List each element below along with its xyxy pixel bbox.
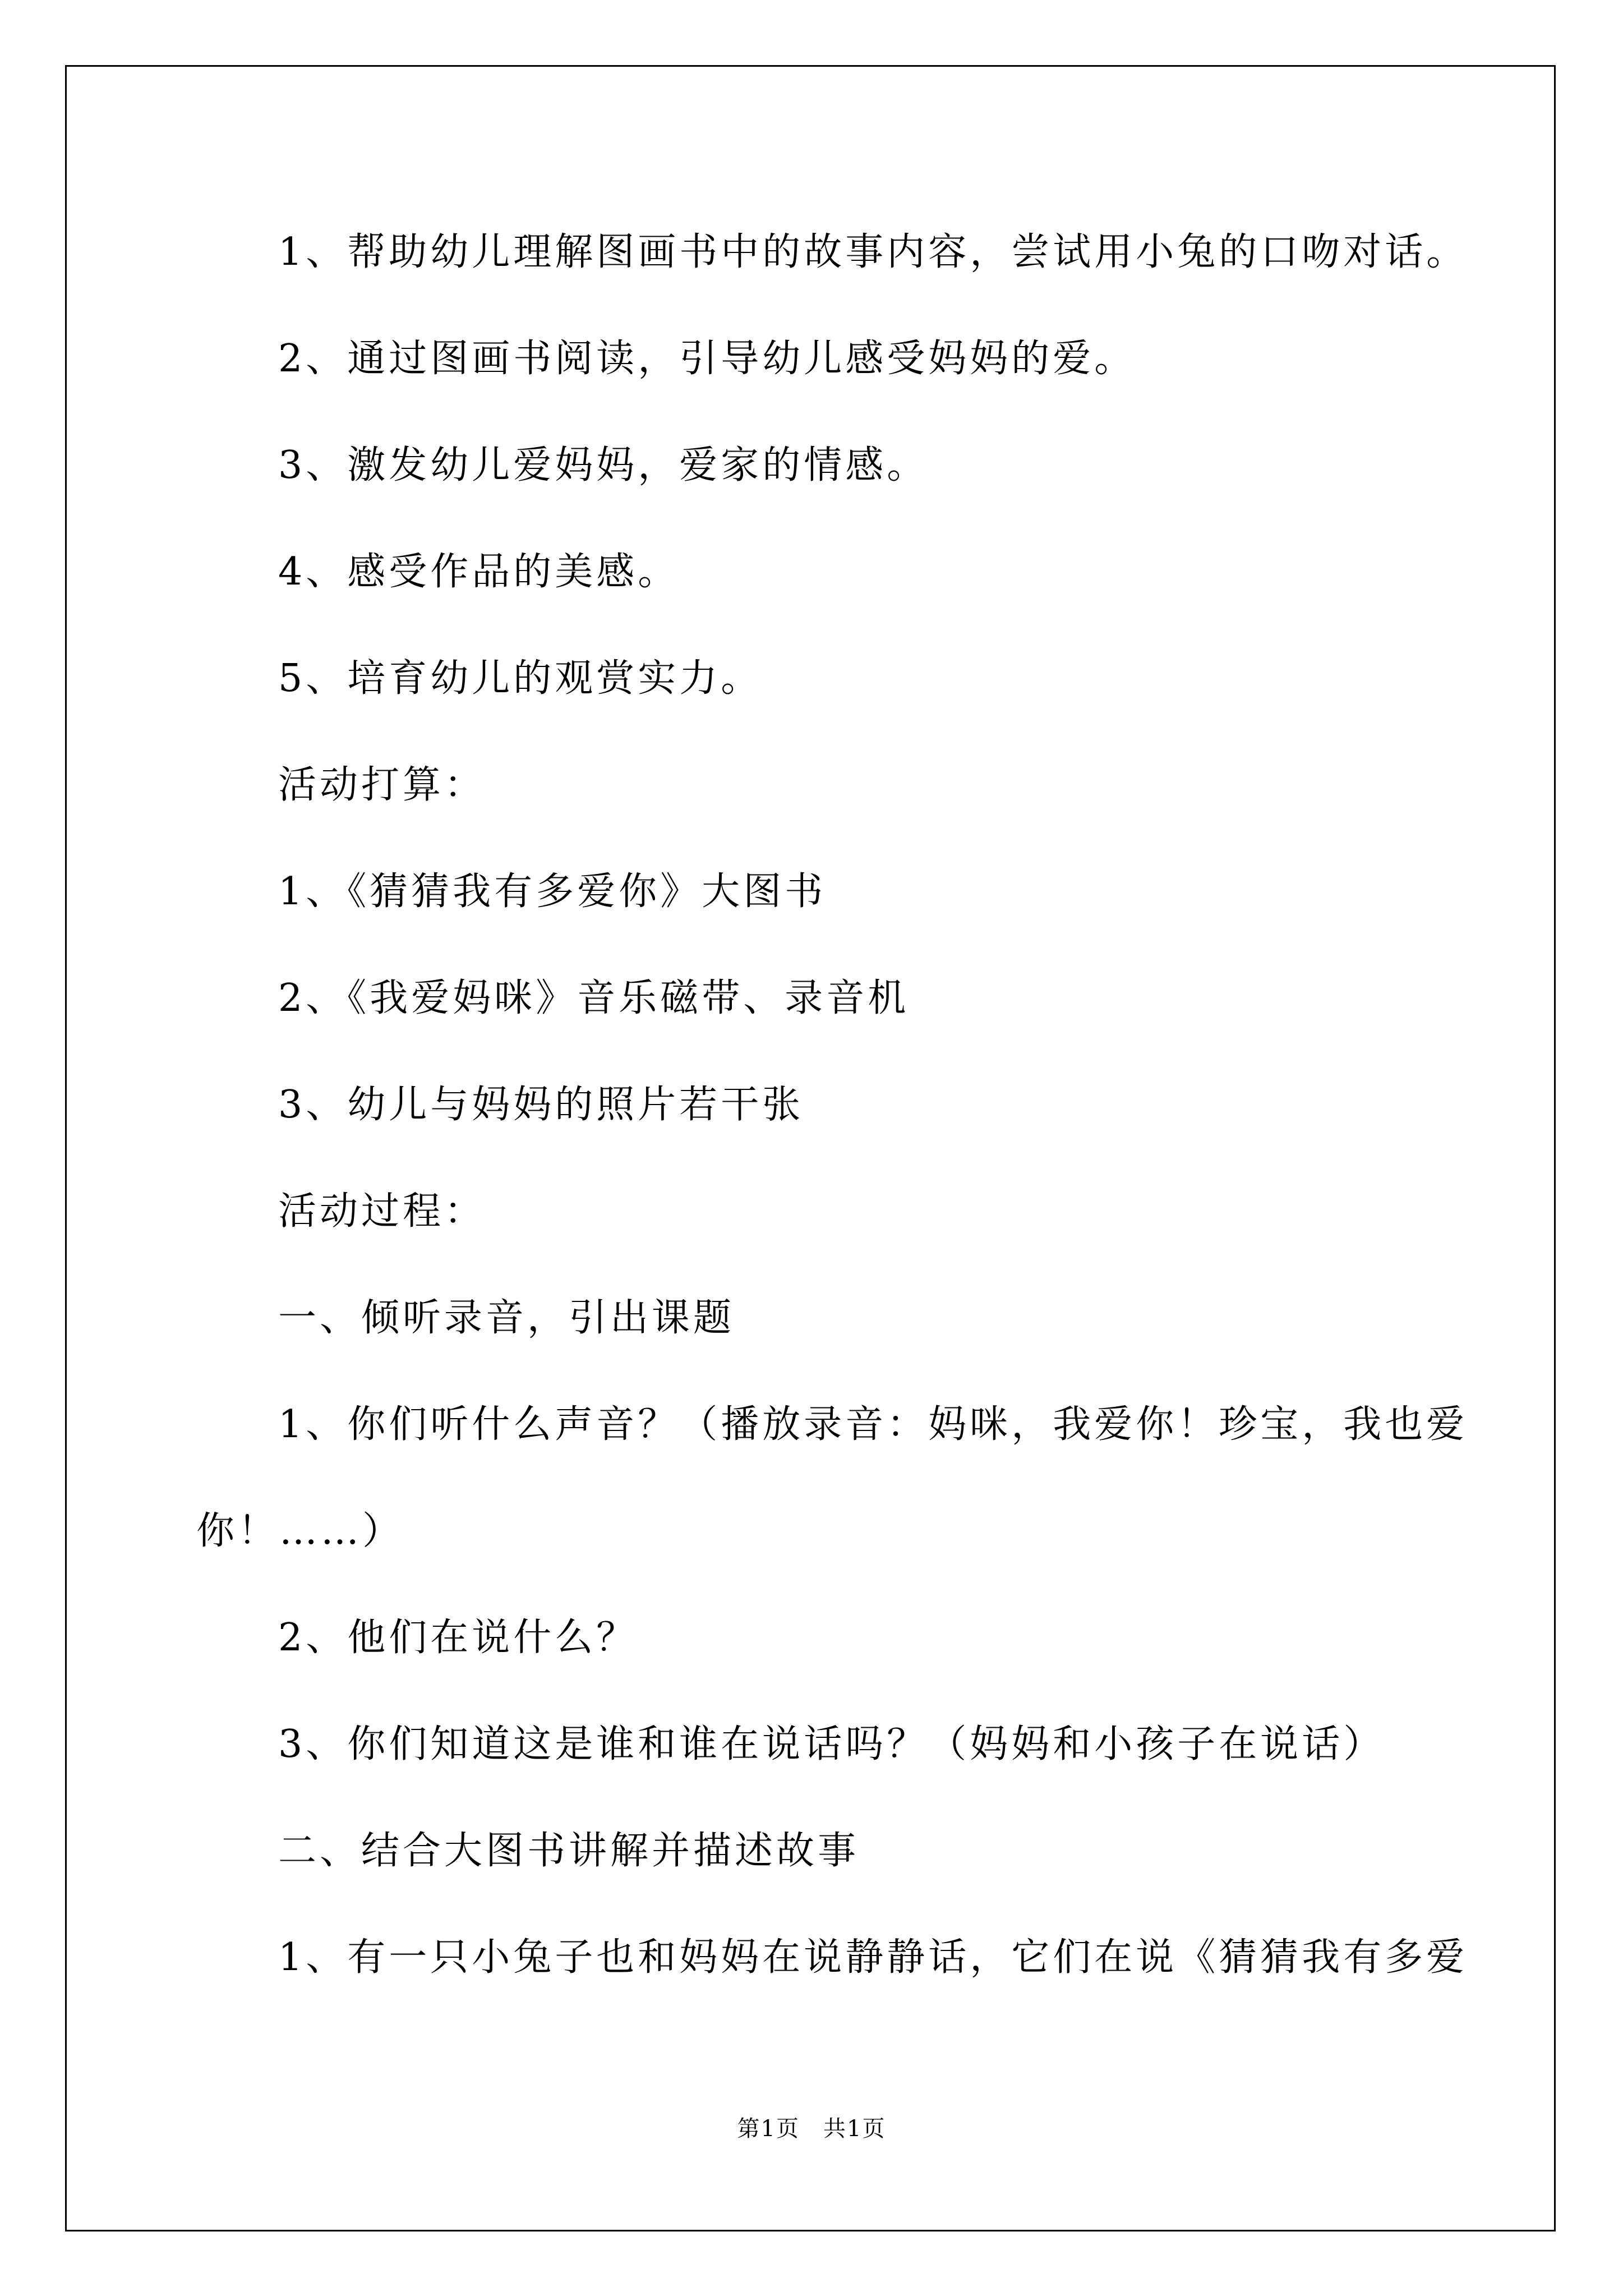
- page-border: [65, 65, 1556, 2231]
- paragraph-line: 2、他们在说什么？: [278, 1616, 638, 1660]
- paragraph-line: 3、你们知道这是谁和谁在说话吗？（妈妈和小孩子在说话）: [278, 1722, 1385, 1766]
- section-heading: 活动打算：: [278, 763, 486, 807]
- paragraph-line: 5、培育幼儿的观赏实力。: [278, 656, 763, 701]
- paragraph-line: 3、激发幼儿爱妈妈，爱家的情感。: [278, 443, 929, 487]
- paragraph-line: 2、《我爱妈咪》音乐磁带、录音机: [278, 976, 910, 1020]
- paragraph-line: 1、帮助幼儿理解图画书中的故事内容，尝试用小兔的口吻对话。: [278, 230, 1468, 274]
- section-heading: 活动过程：: [278, 1189, 486, 1234]
- page-footer: 第1页 共1页: [737, 2116, 886, 2142]
- paragraph-line-continued: 你！……）: [196, 1509, 404, 1553]
- paragraph-line: 1、你们听什么声音？（播放录音：妈咪，我爱你！珍宝，我也爱: [278, 1402, 1468, 1447]
- paragraph-line: 3、幼儿与妈妈的照片若干张: [278, 1083, 804, 1127]
- paragraph-line: 4、感受作品的美感。: [278, 550, 680, 594]
- paragraph-line: 2、通过图画书阅读，引导幼儿感受妈妈的爱。: [278, 337, 1136, 381]
- paragraph-line: 一、倾听录音，引出课题: [278, 1296, 735, 1340]
- paragraph-line: 1、有一只小兔子也和妈妈在说静静话，它们在说《猜猜我有多爱: [278, 1935, 1468, 1980]
- paragraph-line: 1、《猜猜我有多爱你》大图书: [278, 869, 827, 914]
- paragraph-line: 二、结合大图书讲解并描述故事: [278, 1829, 860, 1873]
